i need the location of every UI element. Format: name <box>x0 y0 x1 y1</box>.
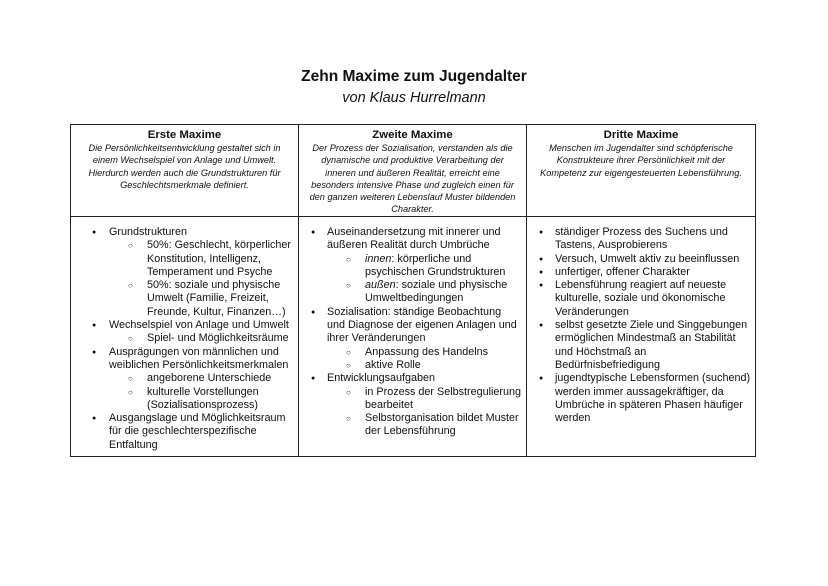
document-title: Zehn Maxime zum Jugendalter <box>301 68 527 85</box>
maxim-description: Der Prozess der Sozialisation, verstanden als die dynamische und produktive Verarbeitung der inneren und äußeren Realität, erreicht eine besonders intensive Phase und zugleich einen für den ganzen weiteren Lebenslauf Muster bildenden Charakter. <box>309 143 516 215</box>
sub-list-item: ○ in Prozess der Selbstregulierung bearbeitet <box>327 386 522 413</box>
bullet-list <box>71 226 298 452</box>
sub-list-item: ○ Selbstorganisation bildet Muster der Lebensführung <box>327 412 522 439</box>
list-item <box>71 412 298 452</box>
emphasis-text: innen <box>365 252 392 265</box>
list-item <box>527 266 755 279</box>
sub-list <box>109 239 294 319</box>
list-item-text: ● selbst gesetzte Ziele und Singgebungen ermöglichen Mindestmaß an Stabilität und Höchstmaß an Bedürfnisbefriedigung <box>555 319 748 371</box>
sub-list <box>109 332 294 345</box>
list-item-text: ● Versuch, Umwelt aktiv zu beeinflussen <box>555 252 740 265</box>
list-item <box>71 319 298 346</box>
list-item <box>527 253 755 266</box>
maxim-points-3 <box>527 217 756 457</box>
list-item <box>527 319 755 372</box>
emphasis-text: außen <box>365 279 396 292</box>
table-header-row <box>71 125 756 217</box>
list-item-text: ● Ausprägungen von männlichen und weiblichen Persönlichkeitsmerkmalen <box>109 345 289 371</box>
bullet-list <box>527 226 755 425</box>
document-subtitle: von Klaus Hurrelmann <box>342 90 486 106</box>
maxim-heading: Dritte Maxime <box>603 129 679 141</box>
sub-list-item <box>327 253 522 280</box>
maxim-points-1 <box>71 217 299 457</box>
sub-list <box>327 386 522 439</box>
list-item-text: ● Grundstrukturen <box>109 226 188 238</box>
list-item <box>527 226 755 253</box>
sub-item-text: : soziale und physische Umweltbedingungen <box>365 279 508 305</box>
maxim-header-3 <box>527 125 756 217</box>
list-item <box>299 306 526 372</box>
sub-item-text: : körperliche und psychischen Grundstrukturen <box>365 252 506 278</box>
list-item-text: ● Wechselspiel von Anlage und Umwelt <box>109 319 289 332</box>
maxim-points-2 <box>299 217 527 457</box>
list-item <box>71 346 298 412</box>
sub-list-item: ○ 50%: Geschlecht, körperlicher Konstitution, Intelligenz, Temperament und Psyche <box>109 239 294 279</box>
list-item <box>299 226 526 306</box>
sub-list-item: ○ 50%: soziale und physische Umwelt (Familie, Freizeit, Freunde, Kultur, Finanzen…) <box>109 279 294 319</box>
sub-list <box>109 372 294 412</box>
list-item <box>71 226 298 319</box>
sub-list-item: ○ Anpassung des Handelns <box>327 346 522 359</box>
list-item <box>527 279 755 319</box>
maxim-header-2 <box>299 125 527 217</box>
sub-list-item: ○ angeborene Unterschiede <box>109 372 294 385</box>
sub-list-item <box>327 279 522 306</box>
list-item <box>299 372 526 438</box>
sub-list-item: ○ Spiel- und Möglichkeitsräume <box>109 332 294 345</box>
list-item-text: ● Ausgangslage und Möglichkeitsraum für die geschlechterspezifische Entfaltung <box>109 412 286 451</box>
sub-list <box>327 253 522 306</box>
list-item-text: ● Lebensführung reagiert auf neueste kulturelle, soziale und ökonomische Veränderungen <box>555 279 727 318</box>
maxims-table <box>70 124 756 457</box>
list-item-text: ● Sozialisation: ständige Beobachtung und Diagnose der eigenen Anlagen und ihrer Veränderungen <box>327 305 517 345</box>
maxim-heading: Erste Maxime <box>147 129 222 141</box>
maxim-heading: Zweite Maxime <box>372 129 453 141</box>
table-body-row <box>71 217 756 457</box>
maxim-description: Die Persönlichkeitsentwicklung gestaltet sich in einem Wechselspiel von Anlage und Umwelt. Hierdurch werden auch die Grundstrukturen für Geschlechtsmerkmale definiert. <box>88 143 281 190</box>
maxim-header-1 <box>71 125 299 217</box>
list-item-text: ● Entwicklungsaufgaben <box>327 372 436 385</box>
list-item-text: ● jugendtypische Lebensformen (suchend) werden immer aussagekräftiger, da Umbrüche in späteren Phasen häufiger werden <box>555 372 751 425</box>
sub-list-item: ○ aktive Rolle <box>327 359 522 372</box>
list-item-text: ● Auseinandersetzung mit innerer und äußeren Realität durch Umbrüche <box>327 226 501 252</box>
list-item <box>527 372 755 425</box>
list-item-text: ● unfertiger, offener Charakter <box>555 265 690 278</box>
sub-list-item: ○ kulturelle Vorstellungen (Sozialisationsprozess) <box>109 386 294 413</box>
sub-list <box>327 346 522 373</box>
list-item-text: ● ständiger Prozess des Suchens und Tastens, Ausprobierens <box>555 226 728 252</box>
maxim-description: Menschen im Jugendalter sind schöpferische Konstrukteure ihrer Persönlichkeit mit der Kompetenz zur eigengesteuerten Lebensführung. <box>540 143 742 178</box>
bullet-list <box>299 226 526 439</box>
